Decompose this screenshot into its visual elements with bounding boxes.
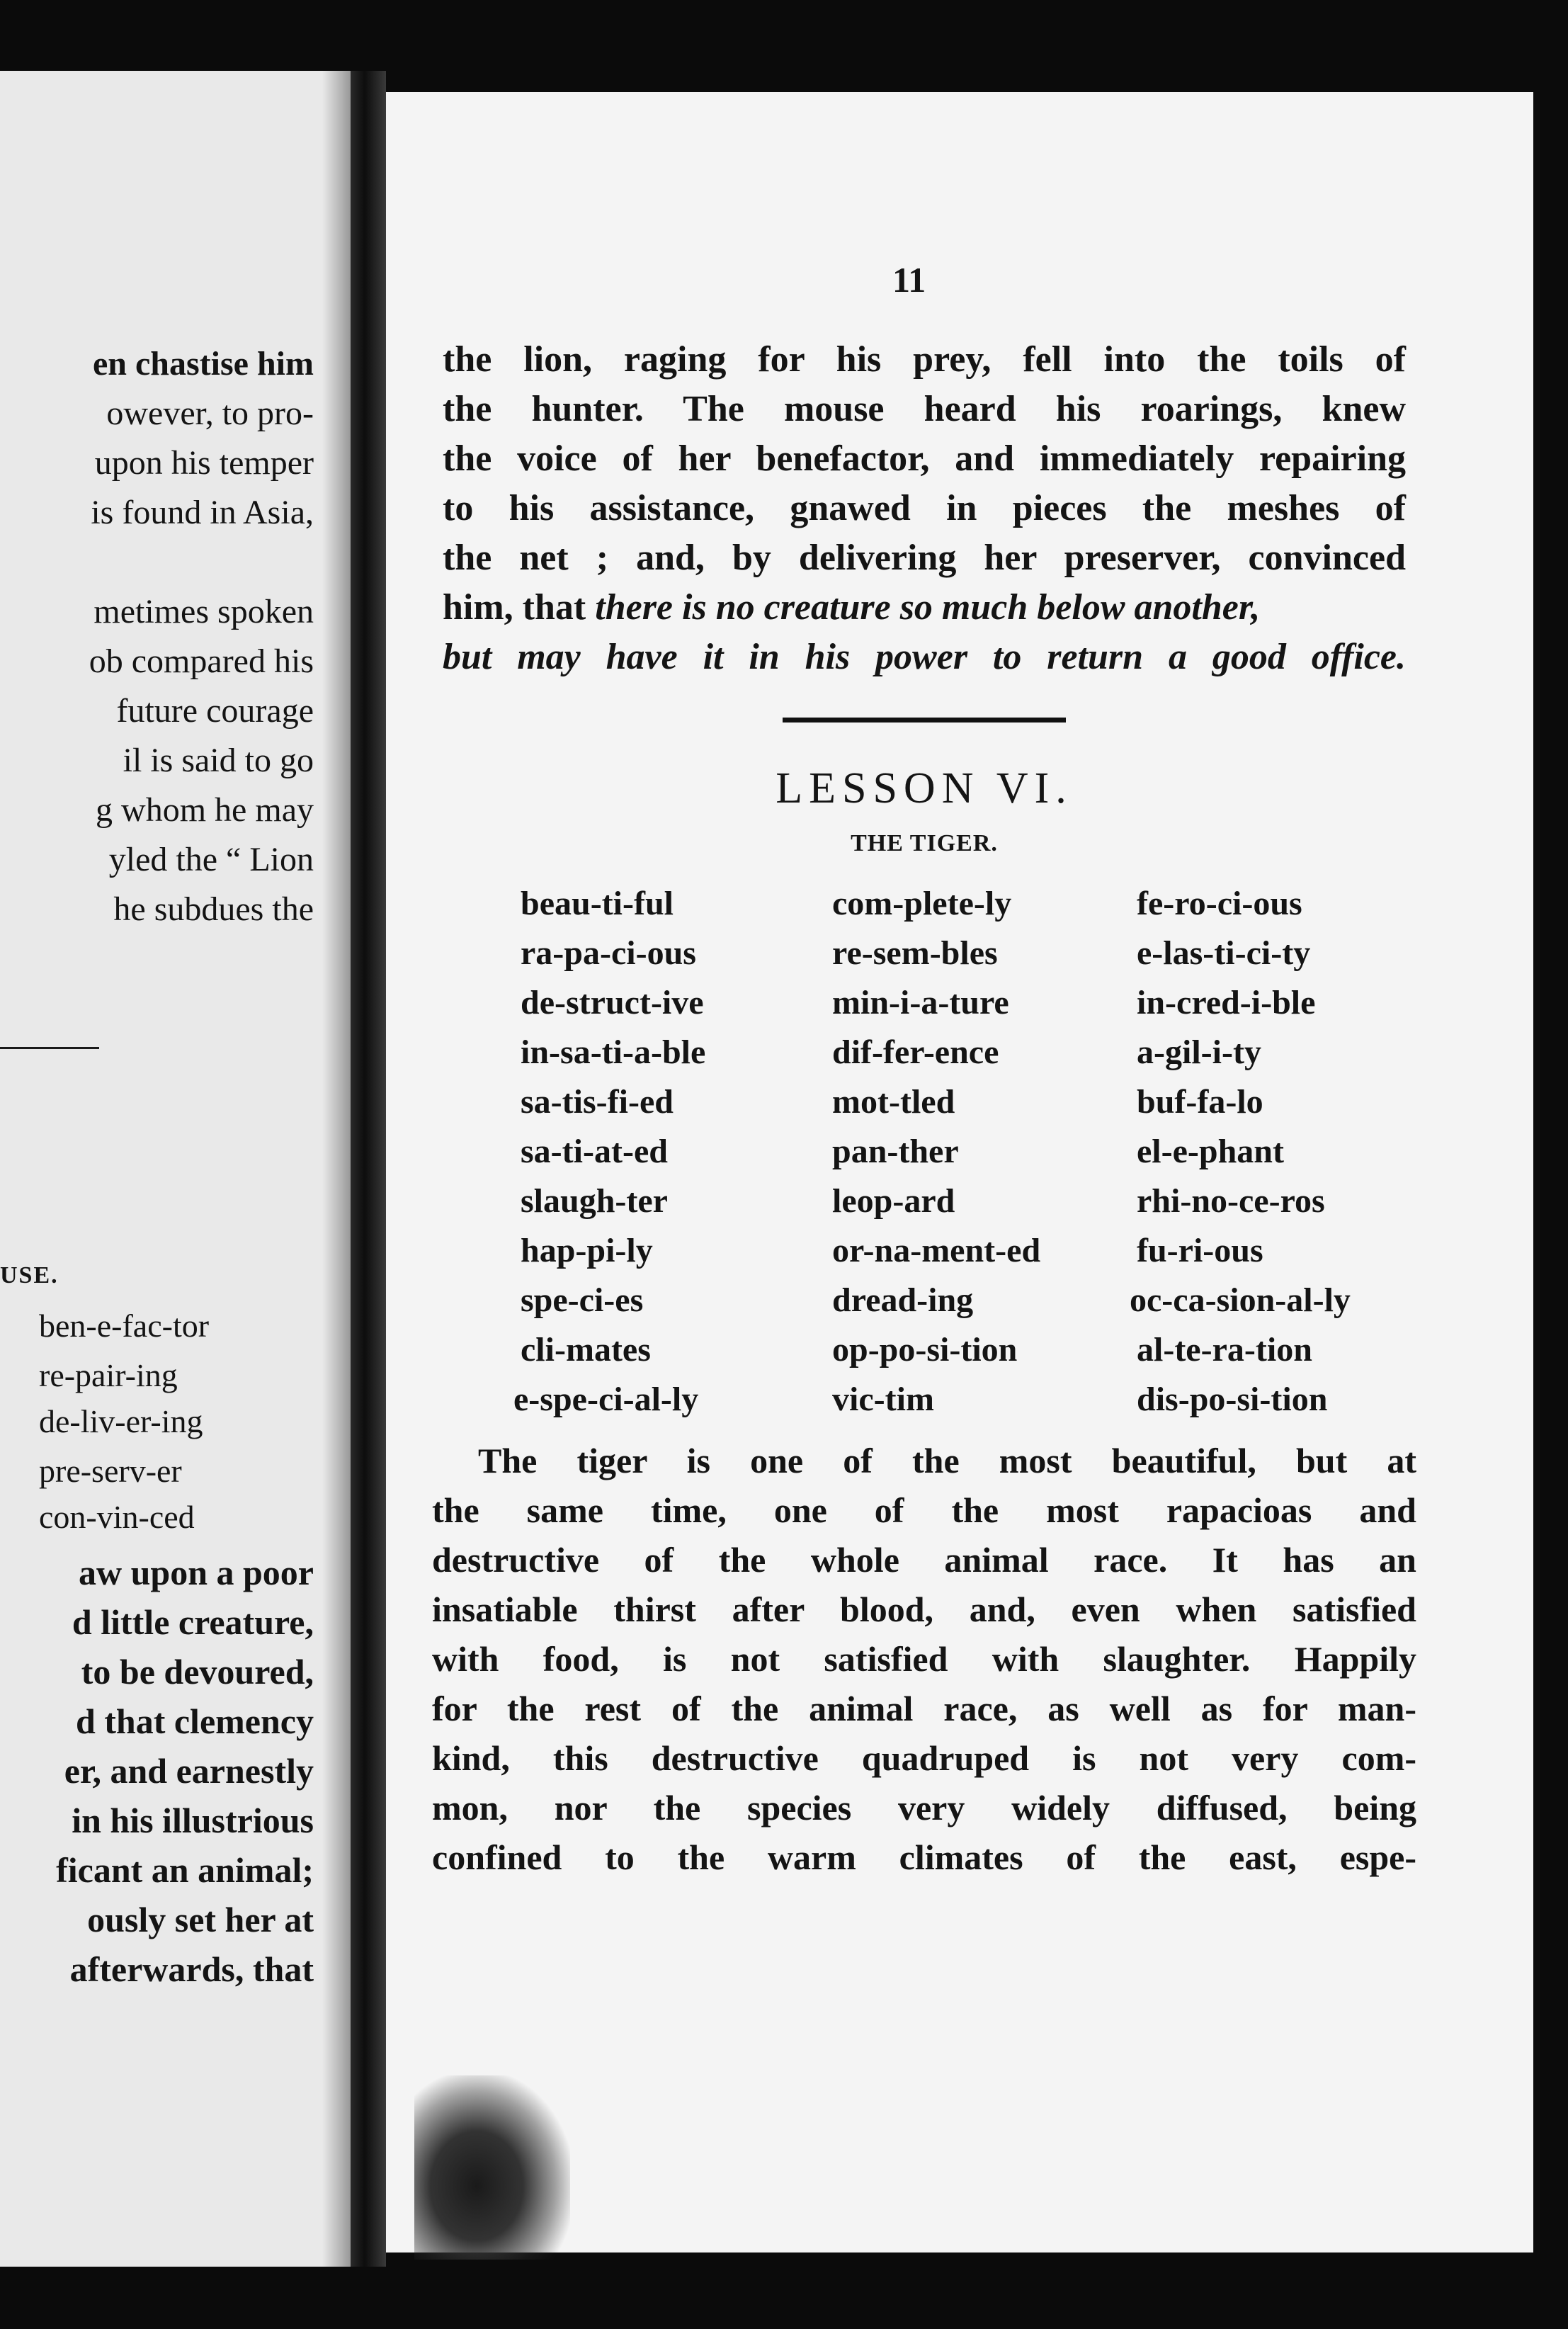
spelling-word: e-spe-ci-al-ly (513, 1381, 699, 1418)
left-paragraph-line: er, and earnestly (64, 1751, 314, 1791)
lesson-subtitle: THE TIGER. (851, 830, 998, 856)
spelling-word: a-gil-i-ty (1137, 1033, 1261, 1071)
left-text-line: metimes spoken (93, 593, 314, 630)
page-number: 11 (892, 260, 926, 300)
left-paragraph-line: d little creature, (72, 1602, 314, 1642)
spelling-word: ra-pa-ci-ous (521, 934, 696, 972)
left-section-heading: USE. (0, 1262, 59, 1288)
lesson-divider-rule (783, 718, 1066, 722)
spelling-word: al-te-ra-tion (1137, 1331, 1312, 1368)
opening-text-line: the lion, raging for his prey, fell into the toils of (443, 339, 1406, 380)
spelling-word: re-sem-bles (832, 934, 998, 972)
left-text-line: il is said to go (123, 742, 314, 779)
spelling-word: rhi-no-ce-ros (1137, 1182, 1325, 1220)
paragraph-line: the same time, one of the most rapacioas and (432, 1490, 1416, 1530)
spelling-word: spe-ci-es (521, 1281, 644, 1319)
left-paragraph-line: ously set her at (87, 1900, 314, 1939)
left-text-line: owever, to pro- (106, 395, 314, 432)
paragraph-line: mon, nor the species very widely diffused, being (432, 1788, 1416, 1828)
left-text-line: en chastise him (93, 345, 314, 382)
lesson-title: LESSON VI. (776, 764, 1073, 812)
book-binding (351, 71, 386, 2267)
left-spelling-word: ben-e-fac-tor (39, 1308, 210, 1344)
spelling-word: dread-ing (832, 1281, 974, 1319)
paragraph-line: confined to the warm climates of the east, espe- (432, 1837, 1416, 1877)
spelling-word: mot-tled (832, 1083, 955, 1121)
opening-text-line: the voice of her benefactor, and immediately repairing (443, 438, 1406, 479)
spelling-word: op-po-si-tion (832, 1331, 1018, 1368)
spelling-word: min-i-a-ture (832, 984, 1009, 1021)
right-page (386, 92, 1533, 2252)
left-paragraph-line: in his illustrious (72, 1801, 314, 1840)
spelling-word: vic-tim (832, 1381, 934, 1418)
moral-italic: there is no creature so much below another, (595, 587, 1261, 628)
paragraph-line: for the rest of the animal race, as well as for man- (432, 1689, 1416, 1728)
spelling-word: in-sa-ti-a-ble (521, 1033, 706, 1071)
left-paragraph-line: afterwards, that (69, 1949, 314, 1989)
left-spelling-word: con-vin-ced (39, 1499, 195, 1535)
left-text-line: future courage (116, 692, 314, 730)
left-page (0, 71, 351, 2267)
spelling-word: leop-ard (832, 1182, 955, 1220)
spelling-word: com-plete-ly (832, 885, 1012, 922)
left-text-line: upon his temper (94, 444, 314, 482)
spelling-word: e-las-ti-ci-ty (1137, 934, 1311, 972)
spelling-word: de-struct-ive (521, 984, 704, 1021)
left-text-line: he subdues the (113, 890, 314, 928)
spelling-word: sa-ti-at-ed (521, 1133, 668, 1170)
left-paragraph-line: to be devoured, (81, 1652, 314, 1692)
spelling-word: pan-ther (832, 1133, 959, 1170)
paragraph-line: with food, is not satisfied with slaughter. Happily (432, 1639, 1416, 1679)
spelling-word: sa-tis-fi-ed (521, 1083, 674, 1121)
paragraph-line: destructive of the whole animal race. It has an (432, 1540, 1416, 1580)
moral-prefix: him, that (443, 587, 596, 628)
left-paragraph-line: ficant an animal; (56, 1850, 314, 1890)
ink-smudge (414, 2075, 570, 2260)
left-paragraph-line: aw upon a poor (78, 1553, 314, 1592)
spelling-word: dis-po-si-tion (1137, 1381, 1328, 1418)
left-text-line: yled the “ Lion (108, 841, 314, 878)
left-text-line: g whom he may (96, 791, 314, 829)
spelling-word: or-na-ment-ed (832, 1232, 1041, 1269)
spelling-word: dif-fer-ence (832, 1033, 999, 1071)
spelling-word: in-cred-i-ble (1137, 984, 1316, 1021)
spelling-word: fu-ri-ous (1137, 1232, 1263, 1269)
gutter-shadow (322, 71, 351, 2267)
left-spelling-word: pre-serv-er (39, 1453, 182, 1489)
opening-text-line: the hunter. The mouse heard his roarings, knew (443, 389, 1406, 429)
spelling-word: el-e-phant (1137, 1133, 1284, 1170)
paragraph-line: insatiable thirst after blood, and, even when satisfied (432, 1590, 1416, 1629)
left-section-rule (0, 1047, 99, 1049)
opening-text-line: the net ; and, by delivering her preserver, convinced (443, 538, 1406, 578)
spelling-word: beau-ti-ful (521, 885, 674, 922)
left-text-line: ob compared his (89, 642, 314, 680)
left-spelling-word: de-liv-er-ing (39, 1403, 203, 1439)
spelling-word: fe-ro-ci-ous (1137, 885, 1302, 922)
spelling-word: oc-ca-sion-al-ly (1130, 1281, 1351, 1319)
spelling-word: cli-mates (521, 1331, 651, 1368)
moral-text-line (443, 589, 1406, 626)
left-paragraph-line: d that clemency (75, 1701, 314, 1741)
opening-text-line: to his assistance, gnawed in pieces the meshes of (443, 488, 1406, 528)
left-spelling-word: re-pair-ing (39, 1357, 178, 1393)
spelling-word: hap-pi-ly (521, 1232, 653, 1269)
paragraph-line: The tiger is one of the most beautiful, but at (478, 1441, 1416, 1480)
moral-last-line: but may have it in his power to return a good office. (443, 637, 1406, 677)
left-text-line: is found in Asia, (91, 494, 314, 531)
spelling-word: slaugh-ter (521, 1182, 668, 1220)
paragraph-line: kind, this destructive quadruped is not very com- (432, 1738, 1416, 1778)
spelling-word: buf-fa-lo (1137, 1083, 1263, 1121)
